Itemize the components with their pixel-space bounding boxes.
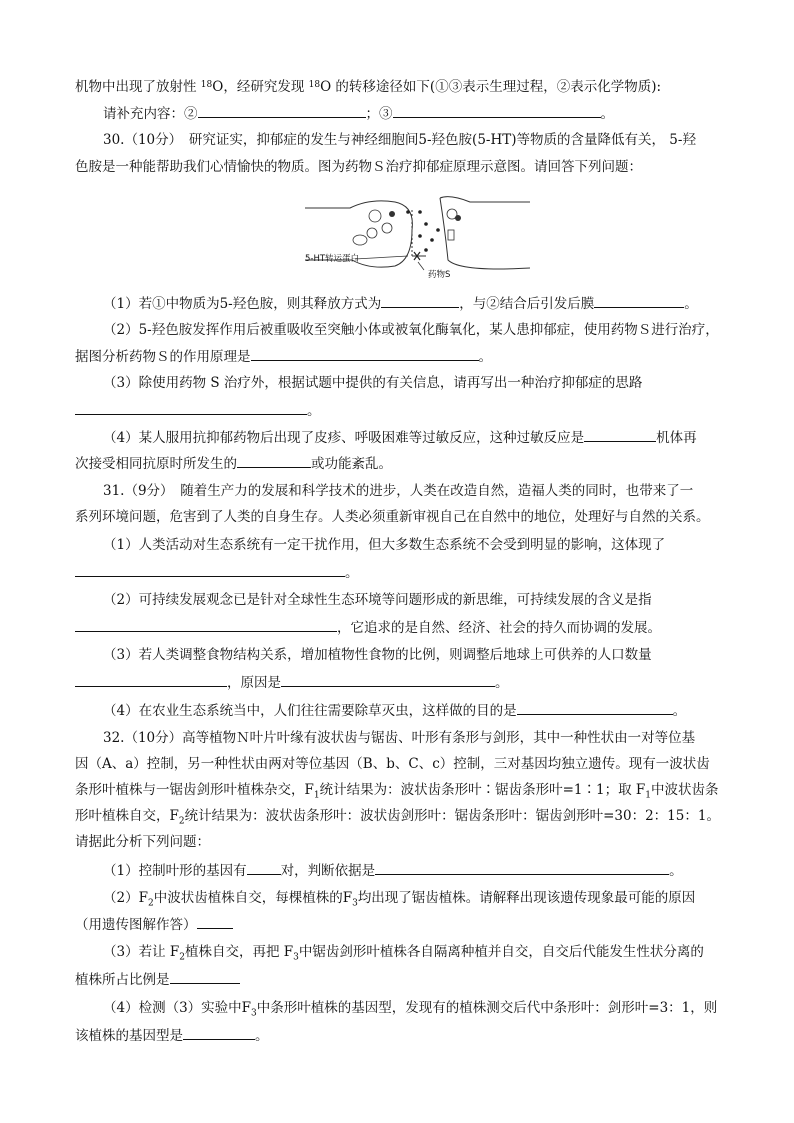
answer-blank[interactable] [375, 860, 669, 875]
drug-label: 药物S [428, 270, 451, 280]
question-31-2: （2）可持续发展观念已是针对全球性生态环境等问题形成的新思维，可持续发展的含义是指 [103, 592, 652, 608]
answer-blank[interactable] [198, 103, 366, 118]
answer-blank[interactable] [183, 1025, 255, 1040]
question-30-4: 次接受相同抗原时所发生的 或功能紊乱。 [75, 453, 392, 474]
question-30-header: 30.（10分） 研究证实，抑郁症的发生与神经细胞间5-羟色胺(5-HT)等物质的含量降低有关， 5-羟 [103, 132, 696, 148]
transporter-label: 5-HT转运蛋白 [305, 254, 360, 264]
question-31-1: （1）人类活动对生态系统有一定干扰作用，但大多数生态系统不会受到明显的影响，这体现了 [103, 537, 666, 553]
question-31-3: （3）若人类调整食物结构关系，增加植物性食物的比例，则调整后地球上可供养的人口数量 [103, 647, 652, 663]
question-32-header: 条形叶植株与一锯齿剑形叶植株杂交，$F_1$统计结果为：波状齿条形叶∶锯齿条形叶=1∶1；取 $F_1$中波状齿条 [75, 782, 719, 801]
answer-blank[interactable] [517, 700, 673, 715]
question-32-header: 请据此分析下列问题： [75, 834, 210, 850]
answer-blank[interactable] [594, 293, 684, 308]
text-line: 机物中出现了放射性 $^{18}$O，经研究发现 $^{18}$O 的转移途径如下(①③表示生理过程，②表示化学物质): [75, 79, 662, 95]
question-32-4: （4）检测（3）实验中$F_3$中条形叶植株的基因型，发现有的植株测交后代中条形叶：剑形叶=3：1，则 [103, 1000, 718, 1019]
question-30-4: （4）某人服用抗抑郁药物后出现了皮疹、呼吸困难等过敏反应，这种过敏反应是 机体再 [103, 427, 697, 448]
answer-blank[interactable] [281, 672, 495, 687]
synapse-diagram [300, 190, 530, 285]
answer-blank[interactable] [381, 293, 459, 308]
answer-blank[interactable] [251, 346, 479, 361]
synapse-illustration [300, 190, 530, 285]
answer-blank[interactable] [247, 860, 281, 875]
question-32-header: 因（A、a）控制，另一种性状由两对等位基因（B、b、C、c）控制，三对基因均独立遗传。现有一波状齿 [75, 756, 710, 772]
question-31-header: 系列环境问题，危害到了人类的自身生存。人类必须重新审视自己在自然中的地位，处理好与自然的关系。 [75, 509, 710, 525]
answer-blank[interactable] [75, 617, 337, 632]
question-32-2: $(2)F_2$中波状齿植株自交，每棵植株的$F_3$均出现了锯齿植株。请解释出现该遗传现象最可能的原因 [103, 890, 696, 909]
answer-blank[interactable] [584, 427, 656, 442]
question-32-header: 32.（10分）高等植物Ｎ叶片叶缘有波状齿与锯齿、叶形有条形与剑形，其中一种性状由一对等位基 [103, 730, 696, 746]
answer-blank[interactable] [197, 914, 233, 929]
question-30-1: （1）若①中物质为5-羟色胺，则其释放方式为 ，与②结合后引发后膜 。 [103, 293, 698, 314]
question-32-3: （3）若让 $F_2$植株自交，再把 $F_3$中锯齿剑形叶植株各自隔离种植并自交，自交后代能发生性状分离的 [103, 944, 704, 963]
question-32-4: 该植株的基因型是 。 [75, 1025, 269, 1046]
question-30-3: 。 [75, 400, 321, 421]
question-30-2: 据图分析药物Ｓ的作用原理是 。 [75, 346, 492, 367]
answer-blank[interactable] [75, 562, 345, 577]
question-31-2: ，它追求的是自然、经济、社会的持久而协调的发展。 [75, 617, 661, 638]
question-32-3: 植株所占比例是 [75, 969, 240, 990]
question-30-2: （2）5-羟色胺发挥作用后被重吸收至突触小体或被氧化酶氧化，某人患抑郁症，使用药物Ｓ进行治疗， [103, 322, 719, 338]
question-31-header: 31.（9分） 随着生产力的发展和科学技术的进步，人类在改造自然，造福人类的同时，也带来了一 [103, 483, 694, 499]
question-31-4: （4）在农业生态系统当中，人们往往需要除草灭虫，这样做的目的是 。 [103, 700, 686, 721]
question-32-1: （1）控制叶形的基因有 对，判断依据是 。 [103, 860, 683, 881]
answer-blank[interactable] [393, 103, 601, 118]
answer-blank[interactable] [237, 453, 311, 468]
question-32-header: 形叶植株自交，$F_2$统计结果为：波状齿条形叶：波状齿剑形叶：锯齿条形叶：锯齿剑形叶=30：2：15：1。 [75, 808, 720, 827]
answer-blank[interactable] [75, 672, 227, 687]
text-line: 请补充内容：② ；③ 。 [103, 103, 614, 124]
question-30-header: 色胺是一种能帮助我们心情愉快的物质。图为药物Ｓ治疗抑郁症原理示意图。请回答下列问题： [75, 159, 642, 175]
answer-blank[interactable] [170, 969, 240, 984]
question-32-2: （用遗传图解作答） [75, 914, 233, 935]
answer-blank[interactable] [75, 400, 307, 415]
question-31-3: ，原因是 。 [75, 672, 509, 693]
question-31-1: 。 [75, 562, 359, 583]
question-30-3: （3）除使用药物 S 治疗外，根据试题中提供的有关信息，请再写出一种治疗抑郁症的思路 [103, 375, 643, 391]
